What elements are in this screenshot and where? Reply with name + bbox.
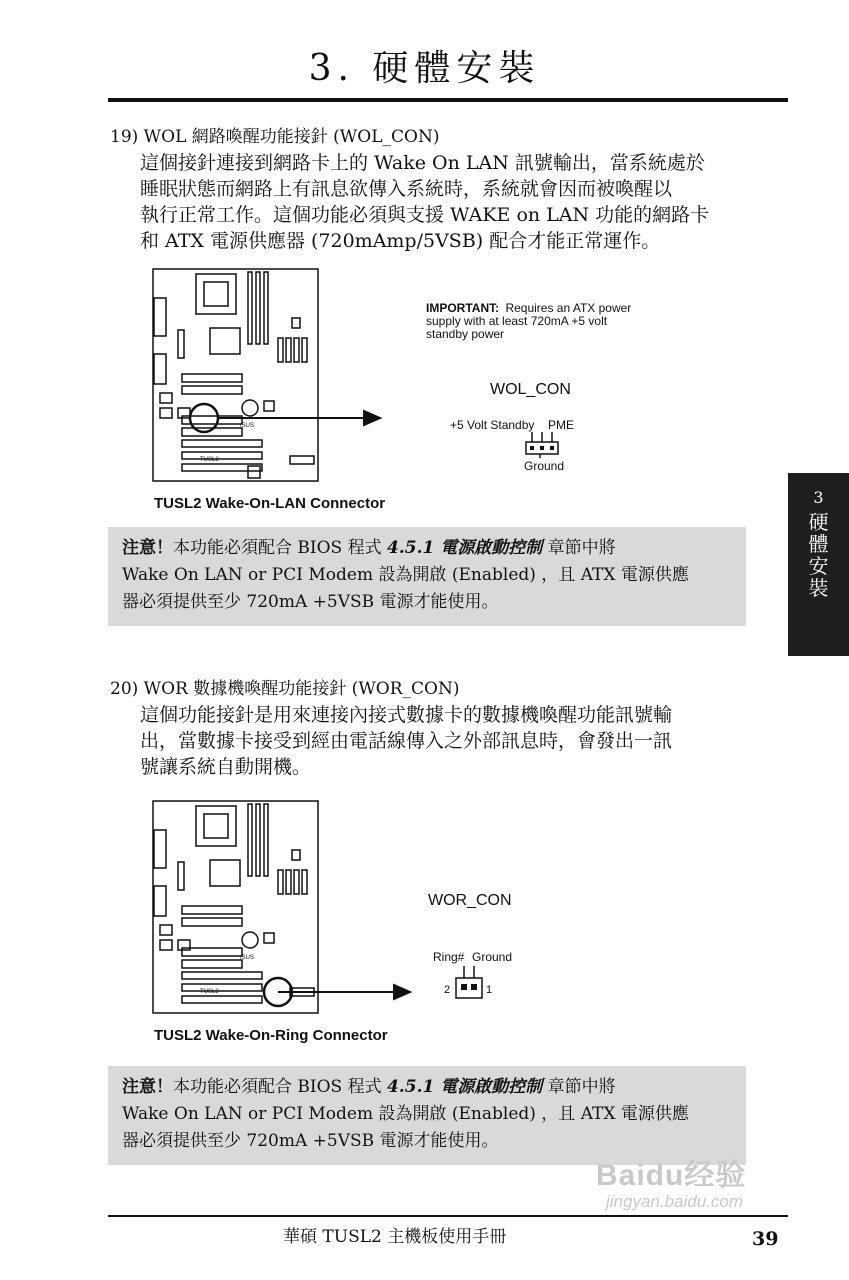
note-lead: 注意！ <box>122 538 173 558</box>
section-20-body <box>140 702 750 780</box>
important-text: standby power <box>426 327 505 341</box>
note-line: Wake On LAN or PCI Modem 設為開啟 (Enabled) ，且 ATX 電源供應 <box>122 565 689 585</box>
watermark <box>596 1150 746 1212</box>
pointer-arrow <box>278 985 410 999</box>
footer-text: 華碩 TUSL2 主機板使用手冊 <box>283 1227 507 1247</box>
section-19-note <box>108 527 746 626</box>
pin-label: Ring# <box>433 950 465 964</box>
board-logo: /SUS <box>240 423 255 429</box>
board-logo: /SUS <box>240 955 255 961</box>
chapter-side-tab <box>788 473 849 656</box>
diagram-caption: TUSL2 Wake-On-Ring Connector <box>154 1027 388 1044</box>
note-lead: 注意！ <box>122 1077 173 1097</box>
section-19-heading: 19) WOL 網路喚醒功能接針 (WOL_CON) <box>110 127 440 147</box>
body-line: 睡眠狀態而網路上有訊息欲傳入系統時，系統就會因而被喚醒以 <box>140 178 673 200</box>
body-line: 出，當數據卡接受到經由電話線傳入之外部訊息時，會發出一訊 <box>140 730 673 752</box>
note-line: Wake On LAN or PCI Modem 設為開啟 (Enabled) ，且 ATX 電源供應 <box>122 1104 689 1124</box>
pin-label: Ground <box>472 950 513 964</box>
motherboard-outline <box>153 269 318 481</box>
body-line: 這個接針連接到網路卡上的 Wake On LAN 訊號輸出，當系統處於 <box>140 152 705 174</box>
section-19-body <box>140 150 750 254</box>
board-model: TUSL2 <box>200 989 219 995</box>
watermark-brand: Baidu经验 <box>596 1159 747 1192</box>
pin-number: 1 <box>486 984 493 996</box>
connector-title: WOL_CON <box>490 381 571 398</box>
pin-label: +5 Volt Standby <box>450 418 535 432</box>
pin-number: 2 <box>444 984 451 996</box>
body-line: 執行正常工作。這個功能必須與支援 WAKE on LAN 功能的網路卡 <box>140 204 710 226</box>
diagram-caption: TUSL2 Wake-On-LAN Connector <box>154 495 386 512</box>
motherboard-outline <box>153 801 318 1013</box>
page-number: 39 <box>752 1228 779 1250</box>
note-line: 器必須提供至少 720mA +5VSB 電源才能使用。 <box>122 1131 499 1151</box>
board-model: TUSL2 <box>200 457 219 463</box>
note-emphasis: 4.5.1 電源啟動控制 <box>387 538 543 558</box>
important-label: IMPORTANT: <box>426 301 500 315</box>
important-text: Requires an ATX power <box>505 301 632 315</box>
note-text: 章節中將 <box>542 538 616 558</box>
wol-connector-diagram <box>152 268 652 518</box>
wor-connector-pins <box>456 966 482 998</box>
side-tab-char: 裝 <box>808 576 829 600</box>
pin-dots <box>530 446 554 450</box>
connector-title: WOR_CON <box>428 892 512 909</box>
side-tab-char: 安 <box>808 554 829 578</box>
section-20-heading: 20) WOR 數據機喚醒功能接針 (WOR_CON) <box>110 679 460 699</box>
pin-dots <box>461 984 477 990</box>
watermark-site: jingyan.baidu.com <box>606 1192 744 1211</box>
wor-connector-diagram <box>152 800 652 1050</box>
header-rule <box>108 98 788 102</box>
body-line: 這個功能接針是用來連接內接式數據卡的數據機喚醒功能訊號輸 <box>140 704 673 726</box>
side-tab-char: 硬 <box>808 510 829 534</box>
footer-rule <box>108 1215 788 1217</box>
note-text: 本功能必須配合 BIOS 程式 <box>173 1077 388 1097</box>
body-line: 號讓系統自動開機。 <box>140 756 312 778</box>
note-text: 本功能必須配合 BIOS 程式 <box>173 538 388 558</box>
important-text: supply with at least 720mA +5 volt <box>426 314 608 328</box>
pin-label: PME <box>548 418 575 432</box>
note-line <box>122 1074 732 1101</box>
pin-label: Ground <box>524 459 565 473</box>
svg-text:IMPORTANT: Requires an A <box>426 301 631 315</box>
wol-connector-pins <box>526 432 558 458</box>
note-emphasis: 4.5.1 電源啟動控制 <box>387 1077 543 1097</box>
note-text: 章節中將 <box>542 1077 616 1097</box>
note-line <box>122 535 732 562</box>
body-line: 和 ATX 電源供應器 (720mAmp/5VSB) 配合才能正常運作。 <box>140 230 661 252</box>
side-tab-number: 3 <box>813 488 824 507</box>
chapter-title: 3. 硬體安裝 <box>308 48 541 89</box>
side-tab-char: 體 <box>808 532 829 556</box>
note-line: 器必須提供至少 720mA +5VSB 電源才能使用。 <box>122 592 499 612</box>
